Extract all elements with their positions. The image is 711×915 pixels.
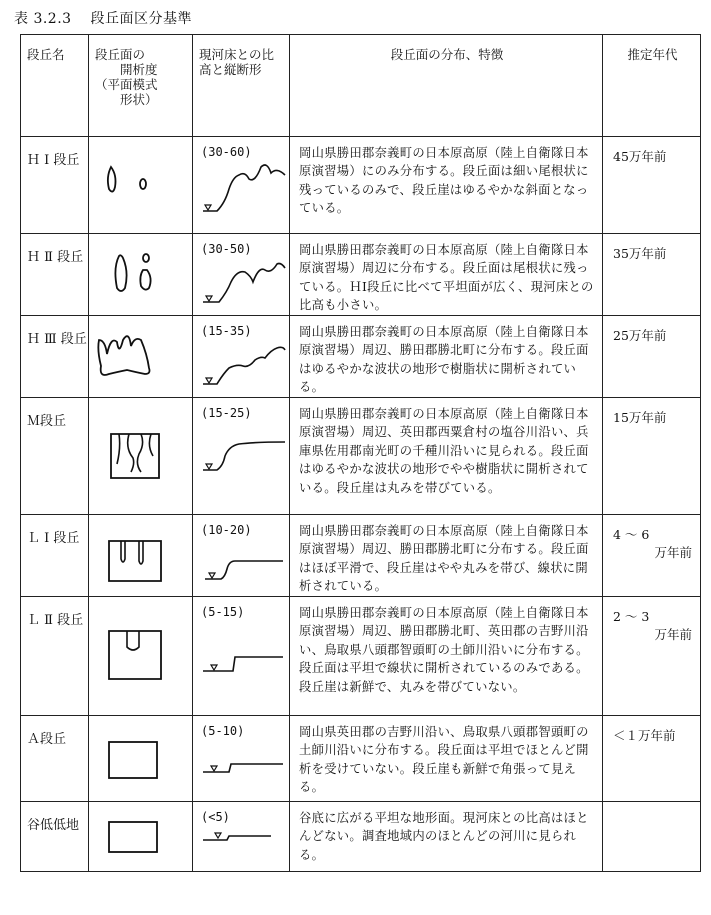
profile-hiii: [199, 338, 287, 392]
profile-lii: [199, 619, 287, 689]
header-description: 段丘面の分布、特徴: [290, 35, 603, 137]
profile-valley: [199, 824, 287, 854]
table-row: [21, 716, 701, 802]
estimated-age: [603, 515, 700, 562]
table-row: [21, 398, 701, 515]
estimated-age: 15万年前: [613, 410, 667, 425]
age-range: 2 〜 3: [613, 609, 650, 624]
terrace-description: 岡山県勝田郡奈義町の日本原高原（陸上自衛隊日本原演習場）周辺、英田郡西粟倉村の塩谷川沿い、兵庫県佐用郡南光町の千種川沿いに見られる。段丘面はゆるやかな波状の地形でやや樹脂状に開析されている。段丘崖は丸みを帯びている。: [299, 407, 589, 495]
height-range: (30-50): [201, 242, 252, 256]
terrace-description: 岡山県勝田郡奈義町の日本原高原（陸上自衛隊日本原演習場）周辺、勝田郡勝北町に分布する。段丘面はほぼ平滑で、段丘崖はやや丸みを帯び、線状に開析されている。: [299, 524, 589, 594]
plan-sketch-a: [89, 716, 189, 796]
terrace-name: Ｈ Ⅲ 段丘: [27, 332, 87, 347]
height-range: (5-15): [201, 605, 245, 619]
plan-sketch-lii: [89, 597, 189, 707]
terrace-description: 岡山県勝田郡奈義町の日本原高原（陸上自衛隊日本原演習場）周辺、勝田郡勝北町、英田郡の吉野川沿い、鳥取県八頭郡智頭町の土師川沿いに分布する。段丘面は平坦で線状に開析されているのみである。段丘崖は新鮮で、丸みを帯びていない。: [299, 606, 589, 694]
header-age: 推定年代: [603, 35, 701, 137]
caption-title: 段丘面区分基準: [90, 11, 193, 27]
profile-hi: [199, 159, 287, 219]
estimated-age: [603, 802, 700, 813]
plan-sketch-li: [89, 515, 189, 595]
terrace-name: Ｌ Ⅰ 段丘: [27, 531, 80, 546]
table-row: [21, 515, 701, 597]
estimated-age: ＜１万年前: [613, 728, 676, 743]
terrace-description: 岡山県勝田郡奈義町の日本原高原（陸上自衛隊日本原演習場）にのみ分布する。段丘面は細い尾根状に残っているのみで、段丘崖はゆるやかな斜面となっている。: [299, 146, 589, 216]
header-sketch: 段丘面の 開析度 （平面模式 形状）: [89, 35, 193, 137]
terrace-description: 岡山県勝田郡奈義町の日本原高原（陸上自衛隊日本原演習場）周辺、勝田郡勝北町に分布する。段丘面はゆるやかな波状の地形で樹脂状に開析されている。: [299, 325, 589, 395]
age-range: 4 〜 6: [613, 527, 650, 542]
age-unit: 万年前: [654, 627, 692, 642]
terrace-name: Ｈ Ⅱ 段丘: [27, 250, 84, 265]
estimated-age: 25万年前: [613, 328, 667, 343]
table-row: [21, 137, 701, 234]
plan-sketch-hii: [89, 234, 189, 314]
header-row: [21, 35, 701, 137]
plan-sketch-valley: [89, 802, 189, 866]
terrace-name: Ａ段丘: [27, 732, 67, 747]
height-range: (15-25): [201, 406, 252, 420]
height-range: (15-35): [201, 324, 252, 338]
terrace-classification-table: [20, 34, 701, 872]
table-row: [21, 234, 701, 316]
caption-label: 表 3.2.3: [14, 11, 72, 27]
header-name: 段丘名: [21, 35, 89, 137]
table-caption: [14, 8, 192, 28]
header-profile: 現河床との比 高と縦断形: [193, 35, 290, 137]
terrace-description: 岡山県勝田郡奈義町の日本原高原（陸上自衛隊日本原演習場）周辺に分布する。段丘面は尾根状に残っている。ＨⅠ段丘に比べて平坦面が広く、現河床との比高も小さい。: [299, 243, 594, 313]
terrace-name: 谷低低地: [27, 818, 80, 833]
table-row: [21, 597, 701, 716]
profile-li: [199, 537, 287, 591]
profile-m: [199, 420, 287, 480]
age-unit: 万年前: [654, 545, 692, 560]
height-range: (30-60): [201, 145, 252, 159]
terrace-description: 谷底に広がる平坦な地形面。現河床との比高はほとんどない。調査地域内のほとんどの河川に見られる。: [299, 811, 589, 862]
plan-sketch-hiii: [89, 316, 189, 396]
estimated-age: 45万年前: [613, 149, 667, 164]
height-range: (<5): [201, 810, 230, 824]
profile-a: [199, 738, 287, 792]
estimated-age: [603, 597, 700, 644]
profile-hii: [199, 256, 287, 310]
terrace-name: Ｈ Ⅰ 段丘: [27, 153, 80, 168]
terrace-name: Ｌ Ⅱ 段丘: [27, 613, 84, 628]
plan-sketch-m: [89, 398, 189, 508]
estimated-age: 35万年前: [613, 246, 667, 261]
terrace-description: 岡山県英田郡の吉野川沿い、鳥取県八頭郡智頭町の土師川沿いに分布する。段丘面は平坦でほとんど開析を受けていない。段丘崖も新鮮で角張って見える。: [299, 725, 589, 795]
plan-sketch-hi: [89, 137, 189, 227]
height-range: (10-20): [201, 523, 252, 537]
terrace-name: Ｍ段丘: [27, 414, 67, 429]
table-row: [21, 316, 701, 398]
height-range: (5-10): [201, 724, 245, 738]
table-row: [21, 802, 701, 872]
